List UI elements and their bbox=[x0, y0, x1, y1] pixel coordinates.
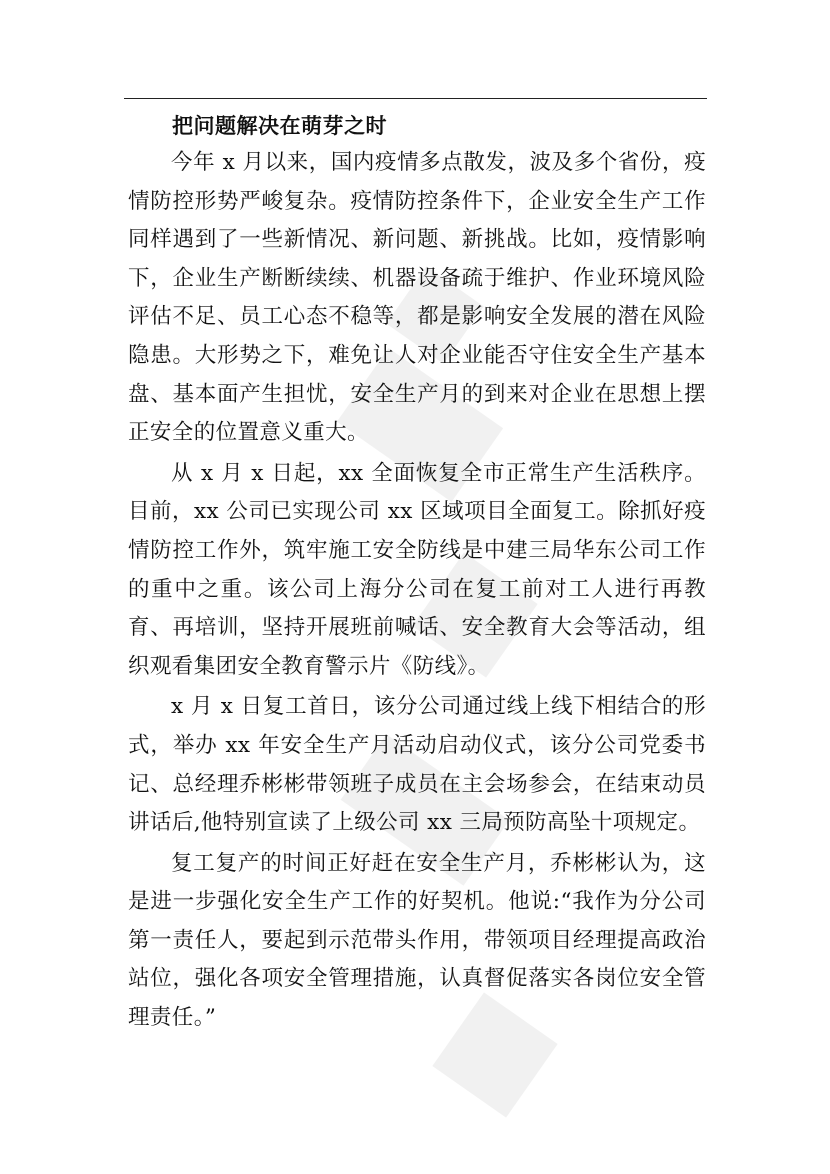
document-body bbox=[128, 108, 706, 1038]
paragraph-3: x 月 x 日复工首日，该分公司通过线上线下相结合的形式，举办 xx 年安全生产月活动启动仪式，该分公司党委书记、总经理乔彬彬带领班子成员在主会场参会，在结束动员讲话后,他特别宣读了上级公司 xx 三局预防高坠十项规定。 bbox=[128, 694, 706, 836]
paragraph-1: 今年 x 月以来，国内疫情多点散发，波及多个省份，疫情防控形势严峻复杂。疫情防控条件下，企业安全生产工作同样遇到了一些新情况、新问题、新挑战。比如，疫情影响下，企业生产断断续续、机器设备疏于维护、作业环境风险评估不足、员工心态不稳等，都是影响安全发展的潜在风险隐患。大形势之下，难免让人对企业能否守住安全生产基本盘、基本面产生担忧，安全生产月的到来对企业在思想上摆正安全的位置意义重大。 bbox=[128, 150, 706, 446]
paragraph-4: 复工复产的时间正好赶在安全生产月，乔彬彬认为，这是进一步强化安全生产工作的好契机。他说:“我作为分公司第一责任人，要起到示范带头作用，带领项目经理提高政治站位，强化各项安全管理措施，认真督促落实各岗位安全管理责任。” bbox=[128, 850, 706, 1031]
document-title: 把问题解决在萌芽之时 bbox=[172, 114, 387, 138]
header-rule bbox=[124, 98, 707, 99]
paragraph-2: 从 x 月 x 日起，xx 全面恢复全市正常生产生活秩序。目前，xx 公司已实现公司 xx 区域项目全面复工。除抓好疫情防控工作外，筑牢施工安全防线是中建三局华东公司工作的重中之重。该公司上海分公司在复工前对工人进行再教育、再培训，坚持开展班前喊话、安全教育大会等活动，组织观看集团安全教育警示片《防线》。 bbox=[128, 460, 706, 679]
